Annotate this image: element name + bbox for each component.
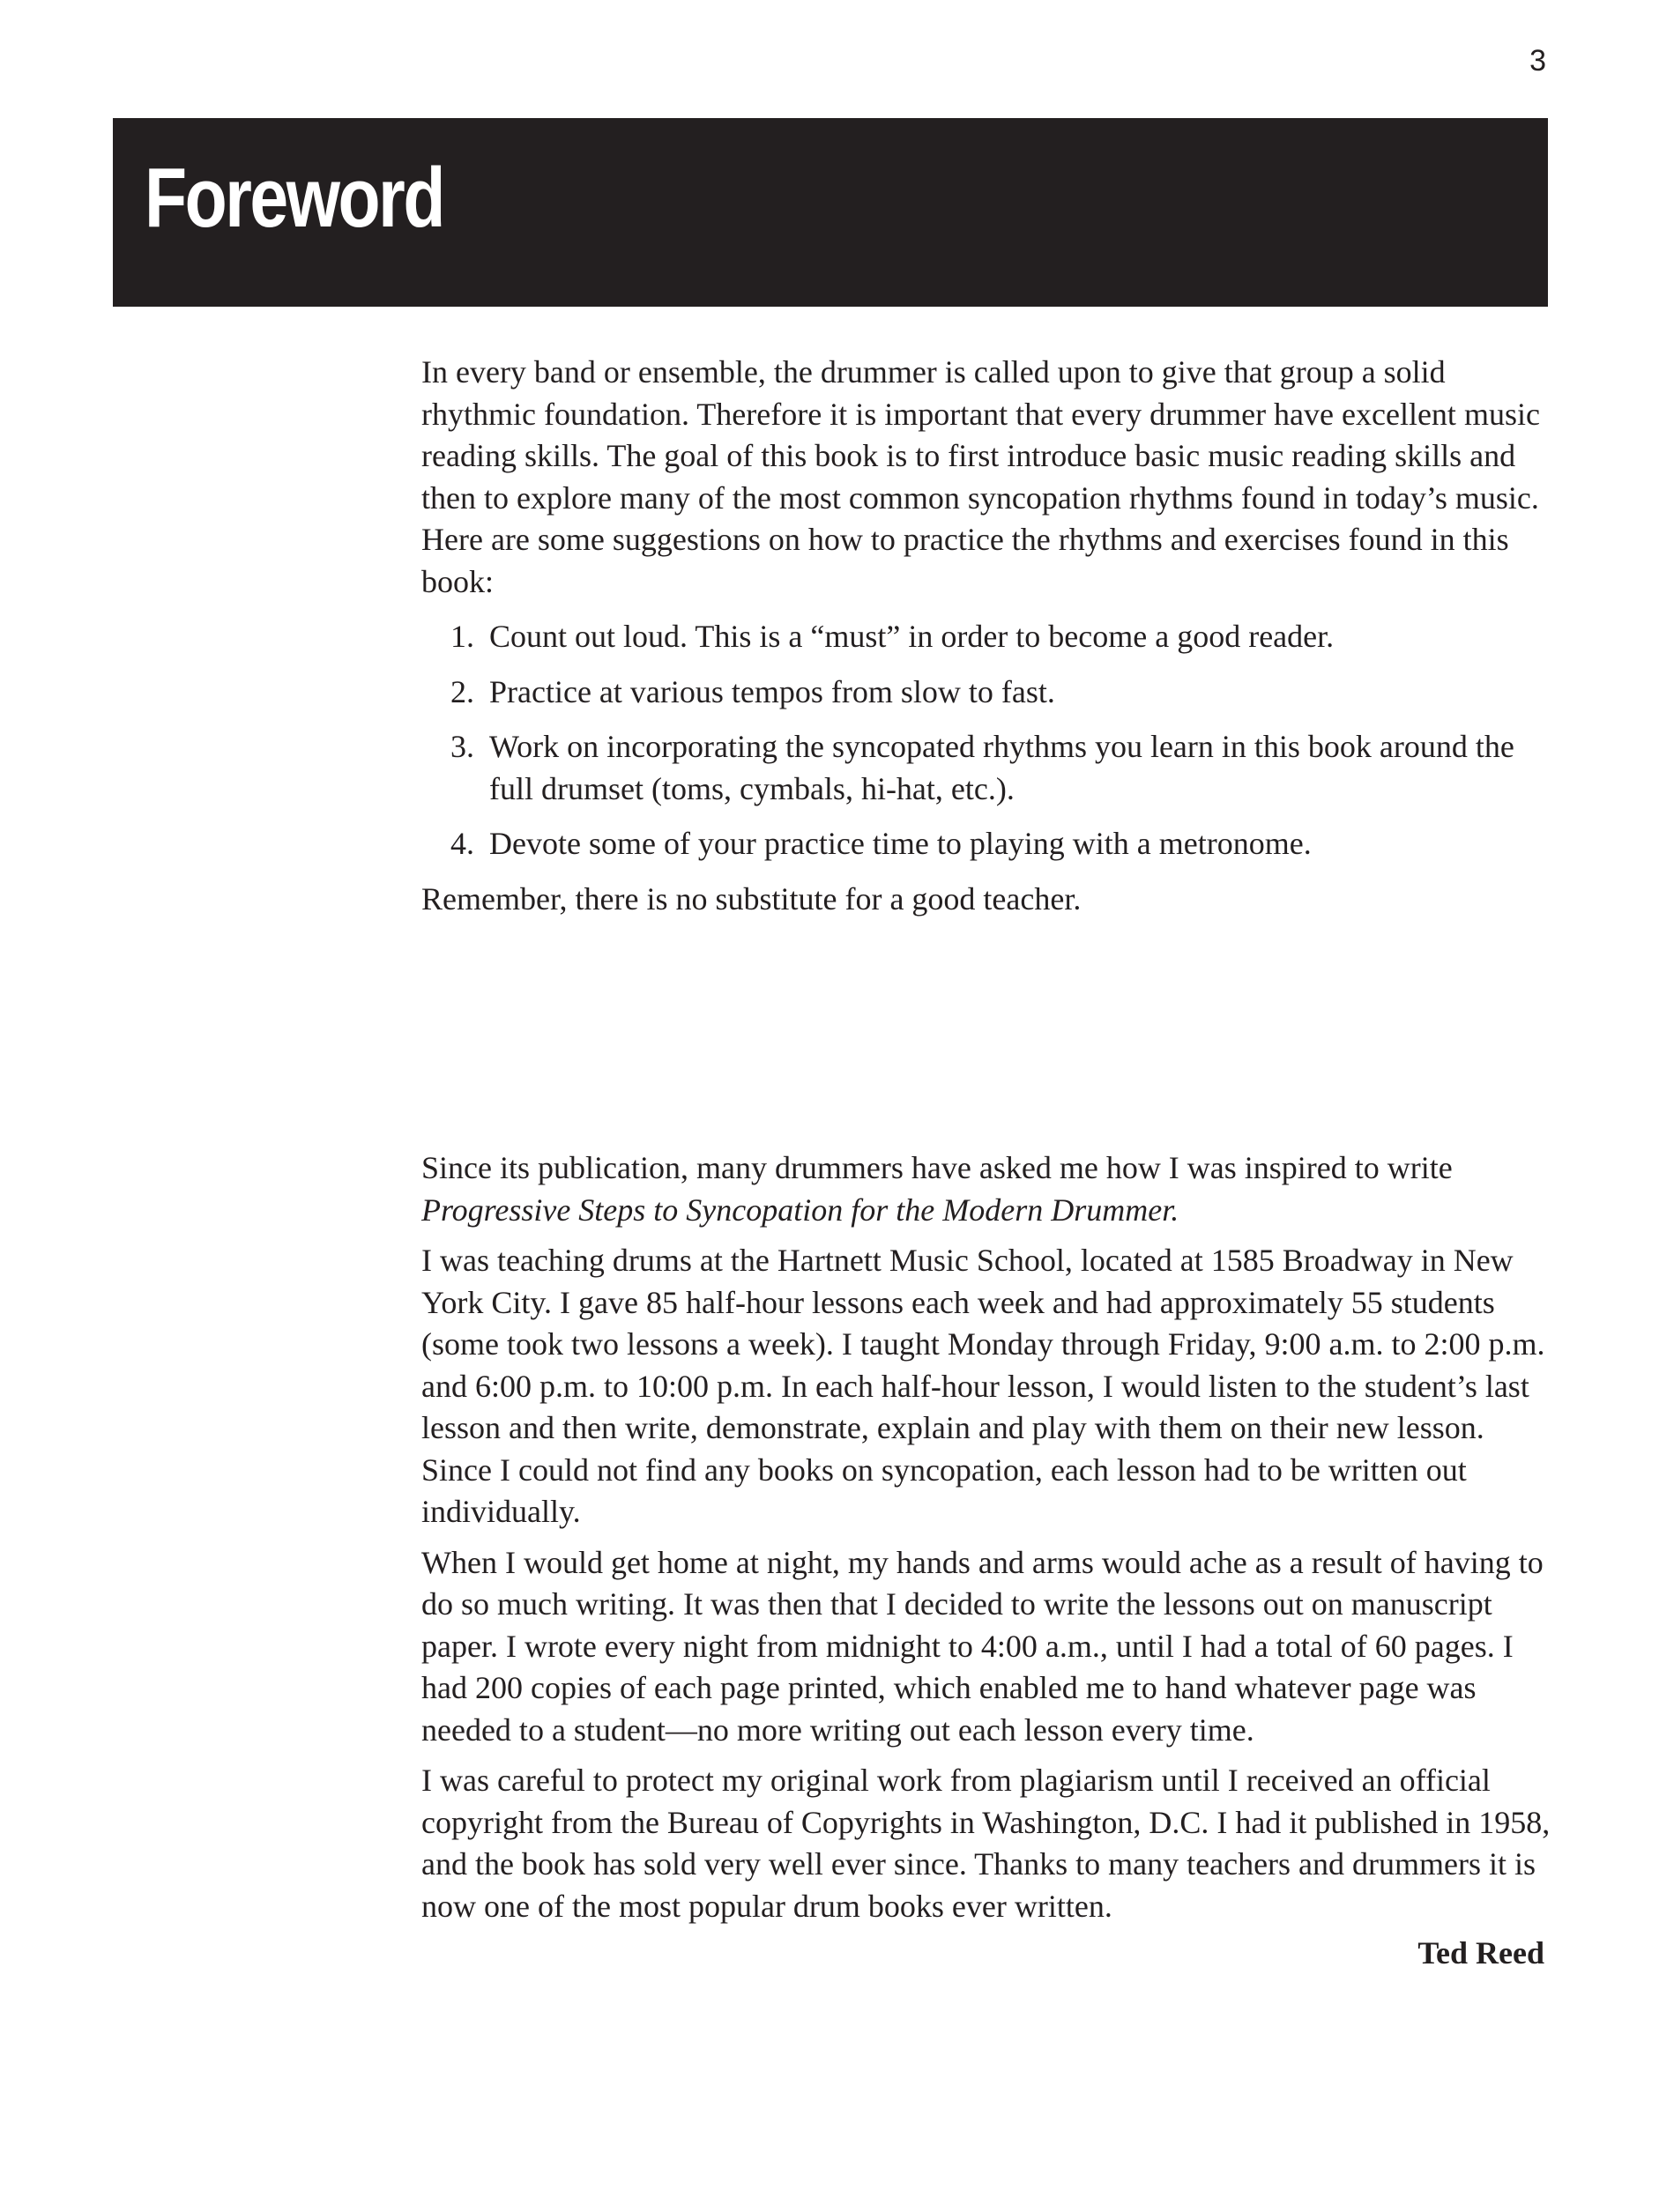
list-item-number: 1.: [450, 619, 474, 654]
history-paragraph-4: I was careful to protect my original work from plagiarism until I received an official copyright from the Bureau of Copyrights in Washington, D.C. I had it published in 1958, and the book has sold very well ever since. Thanks to many teachers and drummers it is now one of the most popular drum books ever written.: [421, 1763, 1551, 1924]
history-paragraph-1: [421, 1147, 1551, 1231]
page-title: Foreword: [145, 151, 443, 245]
list-item: [421, 672, 1551, 714]
list-item-number: 2.: [450, 673, 474, 709]
title-bar: [113, 118, 1548, 307]
intro-section: [421, 352, 1551, 920]
book-title: Progressive Steps to Syncopation for the Modern Drummer.: [421, 1191, 1179, 1228]
list-item: [421, 726, 1551, 810]
list-item: [421, 616, 1551, 658]
list-item-text: Devote some of your practice time to playing with a metronome.: [489, 826, 1312, 861]
author-signature: Ted Reed: [1417, 1935, 1544, 1971]
list-item: [421, 823, 1551, 865]
list-item-text: Count out loud. This is a “must” in order to become a good reader.: [489, 619, 1335, 654]
closing-remark: Remember, there is no substitute for a good teacher.: [421, 880, 1082, 917]
practice-suggestions-intro: Here are some suggestions on how to practice the rhythms and exercises found in this book:: [421, 522, 1509, 599]
practice-steps-list: [421, 616, 1551, 865]
list-item-number: 3.: [450, 729, 474, 764]
history-paragraph-1-text: Since its publication, many drummers have asked me how I was inspired to write: [421, 1150, 1453, 1185]
list-item-number: 4.: [450, 826, 474, 861]
history-paragraph-3: When I would get home at night, my hands and arms would ache as a result of having to do so much writing. It was then that I decided to write the lessons out on manuscript paper. I wrote every night from midnight to 4:00 a.m., until I had a total of 60 pages. I had 200 copies of each page printed, which enabled me to hand whatever page was needed to a student—no more writing out each lesson every time.: [421, 1544, 1544, 1748]
list-item-text: Work on incorporating the syncopated rhythms you learn in this book around the full drumset (toms, cymbals, hi-hat, etc.).: [489, 729, 1514, 806]
intro-paragraph: In every band or ensemble, the drummer is called upon to give that group a solid rhythmic foundation. Therefore it is important that every drummer have excellent music reading skills. The goal of this book is to first introduce basic music reading skills and then to explore many of the most common syncopation rhythms found in today’s music.: [421, 354, 1540, 516]
history-paragraph-2: I was teaching drums at the Hartnett Music School, located at 1585 Broadway in New York City. I gave 85 half-hour lessons each week and had approximately 55 students (some took two lessons a week). I taught Monday through Friday, 9:00 a.m. to 2:00 p.m. and 6:00 p.m. to 10:00 p.m. In each half-hour lesson, I would listen to the student’s last lesson and then write, demonstrate, explain and play with them on their new lesson. Since I could not find any books on syncopation, each lesson had to be written out individually.: [421, 1243, 1545, 1529]
list-item-text: Practice at various tempos from slow to fast.: [489, 673, 1055, 709]
history-section: [421, 1147, 1551, 1975]
page-number: 3: [1529, 44, 1546, 78]
